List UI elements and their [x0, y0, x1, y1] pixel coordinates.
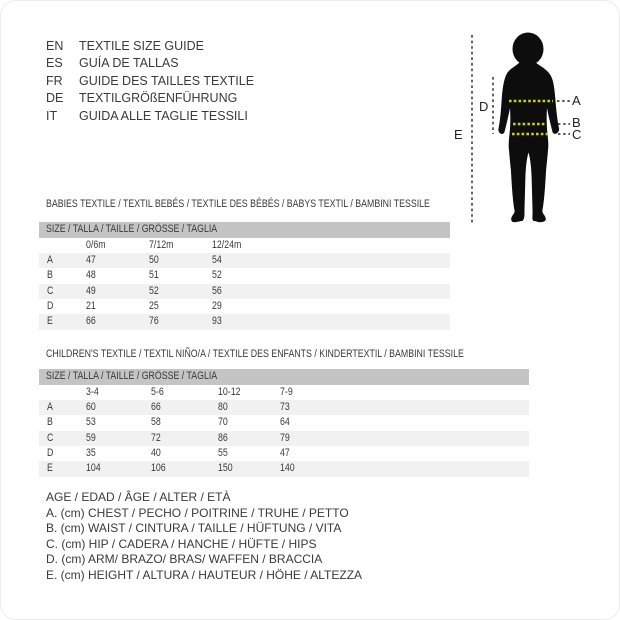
language-title: GUÍA DE TALLAS	[79, 56, 179, 71]
language-code: ES	[46, 56, 63, 71]
table-column-header-text: 7/12m	[149, 238, 174, 251]
language-title: GUIDA ALLE TAGLIE TESSILI	[79, 108, 248, 123]
table-cell-text: 29	[212, 299, 222, 312]
legend-age-line: AGE / EDAD / ÂGE / ALTER / ETÀ	[46, 490, 231, 504]
table-cell-text: 35	[86, 446, 96, 459]
table-cell-text: 104	[86, 462, 101, 475]
measurement-legend	[46, 490, 362, 584]
children-section-title-text: CHILDREN'S TEXTILE / TEXTIL NIÑO/A / TEXTILE DES ENFANTS / KINDERTEXTIL / BAMBINI TESSILE	[46, 348, 464, 360]
table-column-header-text: 3-4	[86, 385, 99, 398]
table-cell	[149, 299, 212, 314]
row-label-text: A	[47, 253, 53, 266]
children-size-header-bar	[39, 369, 529, 385]
table-row	[39, 431, 529, 446]
row-label	[39, 299, 86, 314]
babies-size-table	[39, 222, 450, 330]
language-code: FR	[46, 73, 63, 88]
table-cell-text: 52	[149, 284, 159, 297]
size-header-text: SIZE / TALLA / TAILLE / GRÖSSE / TAGLIA	[46, 370, 218, 382]
table-cell	[149, 253, 212, 268]
measure-label-d: D	[479, 99, 489, 114]
table-cell-text: 52	[212, 269, 222, 282]
table-cell-text: 47	[280, 446, 290, 459]
table-row	[39, 268, 450, 283]
legend-item: C. (cm) HIP / CADERA / HANCHE / HÜFTE / HIPS	[46, 536, 317, 551]
babies-section-title	[46, 198, 526, 210]
table-column-header-text: 0/6m	[86, 238, 106, 251]
table-column-header	[86, 238, 149, 253]
language-title-list	[46, 38, 254, 125]
row-label-text: B	[47, 416, 53, 429]
table-column-header	[151, 385, 218, 400]
legend-item: E. (cm) HEIGHT / ALTURA / HAUTEUR / HÖHE / ALTEZZA	[46, 567, 363, 582]
language-row	[46, 73, 254, 90]
table-row	[39, 446, 529, 461]
table-cell	[218, 461, 280, 476]
table-cell-text: 47	[86, 253, 96, 266]
table-cell	[149, 284, 212, 299]
measure-label-a: A	[572, 93, 581, 108]
table-cell	[218, 400, 280, 415]
table-cell	[86, 314, 149, 329]
language-row	[46, 108, 254, 125]
table-cell	[280, 446, 529, 461]
table-column-header	[218, 385, 280, 400]
table-cell-text: 66	[86, 315, 96, 328]
row-label-text: A	[47, 400, 53, 413]
table-column-header-text: 10-12	[218, 385, 241, 398]
table-cell	[151, 400, 218, 415]
legend-item: A. (cm) CHEST / PECHO / POITRINE / TRUHE / PETTO	[46, 505, 349, 520]
table-column-header-text: 7-9	[280, 385, 293, 398]
table-cell	[86, 268, 149, 283]
table-column-header-text: 5-6	[151, 385, 164, 398]
row-label	[39, 431, 86, 446]
table-row	[39, 284, 450, 299]
row-label-text: C	[47, 284, 54, 297]
measure-label-b: B	[572, 115, 581, 130]
table-cell-text: 54	[212, 253, 222, 266]
language-row	[46, 55, 254, 72]
table-cell-text: 51	[149, 269, 159, 282]
language-row	[46, 90, 254, 107]
row-label-text: B	[47, 269, 53, 282]
language-code: IT	[46, 108, 58, 123]
table-cell	[86, 415, 151, 430]
table-cell-text: 106	[151, 462, 166, 475]
table-cell-text: 76	[149, 315, 159, 328]
table-cell-text: 79	[280, 431, 290, 444]
table-cell	[151, 461, 218, 476]
table-cell-text: 80	[218, 400, 228, 413]
row-label-text: D	[47, 446, 54, 459]
row-label-text: C	[47, 431, 54, 444]
table-cell-text: 50	[149, 253, 159, 266]
language-row	[46, 38, 254, 55]
table-cell	[86, 284, 149, 299]
row-label	[39, 284, 86, 299]
measure-label-e: E	[454, 127, 463, 142]
table-cell	[86, 461, 151, 476]
children-section-title	[46, 348, 568, 360]
table-cell-text: 48	[86, 269, 96, 282]
table-column-header-row	[39, 238, 450, 253]
table-cell-text: 21	[86, 299, 96, 312]
row-label	[39, 400, 86, 415]
table-row	[39, 415, 529, 430]
table-cell-text: 64	[280, 416, 290, 429]
table-corner-cell	[39, 385, 86, 400]
table-cell-text: 150	[218, 462, 233, 475]
table-column-header	[280, 385, 529, 400]
table-cell	[86, 446, 151, 461]
row-label-text: D	[47, 299, 54, 312]
table-cell	[149, 268, 212, 283]
table-cell-text: 56	[212, 284, 222, 297]
table-cell	[280, 431, 529, 446]
table-cell	[280, 415, 529, 430]
table-cell	[151, 415, 218, 430]
table-cell	[86, 253, 149, 268]
table-cell	[212, 253, 450, 268]
table-cell	[212, 284, 450, 299]
table-column-header	[212, 238, 450, 253]
table-cell	[218, 446, 280, 461]
table-cell-text: 49	[86, 284, 96, 297]
table-cell-text: 53	[86, 416, 96, 429]
table-cell	[280, 461, 529, 476]
table-cell-text: 73	[280, 400, 290, 413]
size-header-text: SIZE / TALLA / TAILLE / GRÖSSE / TAGLIA	[46, 223, 218, 235]
language-code: DE	[46, 91, 64, 106]
table-cell-text: 86	[218, 431, 228, 444]
table-cell	[212, 314, 450, 329]
table-cell-text: 72	[151, 431, 161, 444]
row-label	[39, 415, 86, 430]
table-cell	[218, 415, 280, 430]
babies-section-title-text: BABIES TEXTILE / TEXTIL BEBÉS / TEXTILE DES BÉBÉS / BABYS TEXTIL / BAMBINI TESSILE	[46, 198, 430, 210]
legend-item: D. (cm) ARM/ BRAZO/ BRAS/ WAFFEN / BRACCIA	[46, 552, 323, 567]
table-cell	[86, 400, 151, 415]
row-label	[39, 253, 86, 268]
table-corner-cell	[39, 238, 86, 253]
language-title: TEXTILE SIZE GUIDE	[79, 39, 205, 53]
table-cell-text: 66	[151, 400, 161, 413]
table-cell-text: 93	[212, 315, 222, 328]
table-cell-text: 55	[218, 446, 228, 459]
table-column-header-row	[39, 385, 529, 400]
table-cell-text: 59	[86, 431, 96, 444]
table-cell	[212, 299, 450, 314]
measure-label-c: C	[572, 127, 582, 142]
language-title: GUIDE DES TAILLES TEXTILE	[79, 73, 255, 88]
table-cell-text: 60	[86, 400, 96, 413]
child-head	[513, 33, 544, 66]
children-size-table	[39, 369, 529, 477]
table-cell-text: 58	[151, 416, 161, 429]
row-label-text: E	[47, 315, 53, 328]
table-cell	[212, 268, 450, 283]
table-cell	[151, 431, 218, 446]
row-label	[39, 446, 86, 461]
legend-item: B. (cm) WAIST / CINTURA / TAILLE / HÜFTUNG / VITA	[46, 521, 342, 536]
row-label-text: E	[47, 462, 53, 475]
table-cell-text: 40	[151, 446, 161, 459]
table-cell	[86, 431, 151, 446]
table-column-header	[86, 385, 151, 400]
language-code: EN	[46, 39, 64, 53]
table-cell-text: 140	[280, 462, 295, 475]
table-row	[39, 314, 450, 329]
table-cell	[151, 446, 218, 461]
table-row	[39, 461, 529, 476]
row-label	[39, 268, 86, 283]
table-row	[39, 400, 529, 415]
babies-size-header-bar	[39, 222, 450, 238]
table-column-header	[149, 238, 212, 253]
child-silhouette-diagram	[441, 21, 620, 226]
table-cell	[149, 314, 212, 329]
language-title: TEXTILGRÖßENFÜHRUNG	[79, 91, 238, 106]
table-column-header-text: 12/24m	[212, 238, 242, 251]
table-row	[39, 253, 450, 268]
table-row	[39, 299, 450, 314]
table-cell	[218, 431, 280, 446]
row-label	[39, 461, 86, 476]
table-cell	[280, 400, 529, 415]
table-cell-text: 70	[218, 416, 228, 429]
table-cell-text: 25	[149, 299, 159, 312]
table-cell	[86, 299, 149, 314]
row-label	[39, 314, 86, 329]
